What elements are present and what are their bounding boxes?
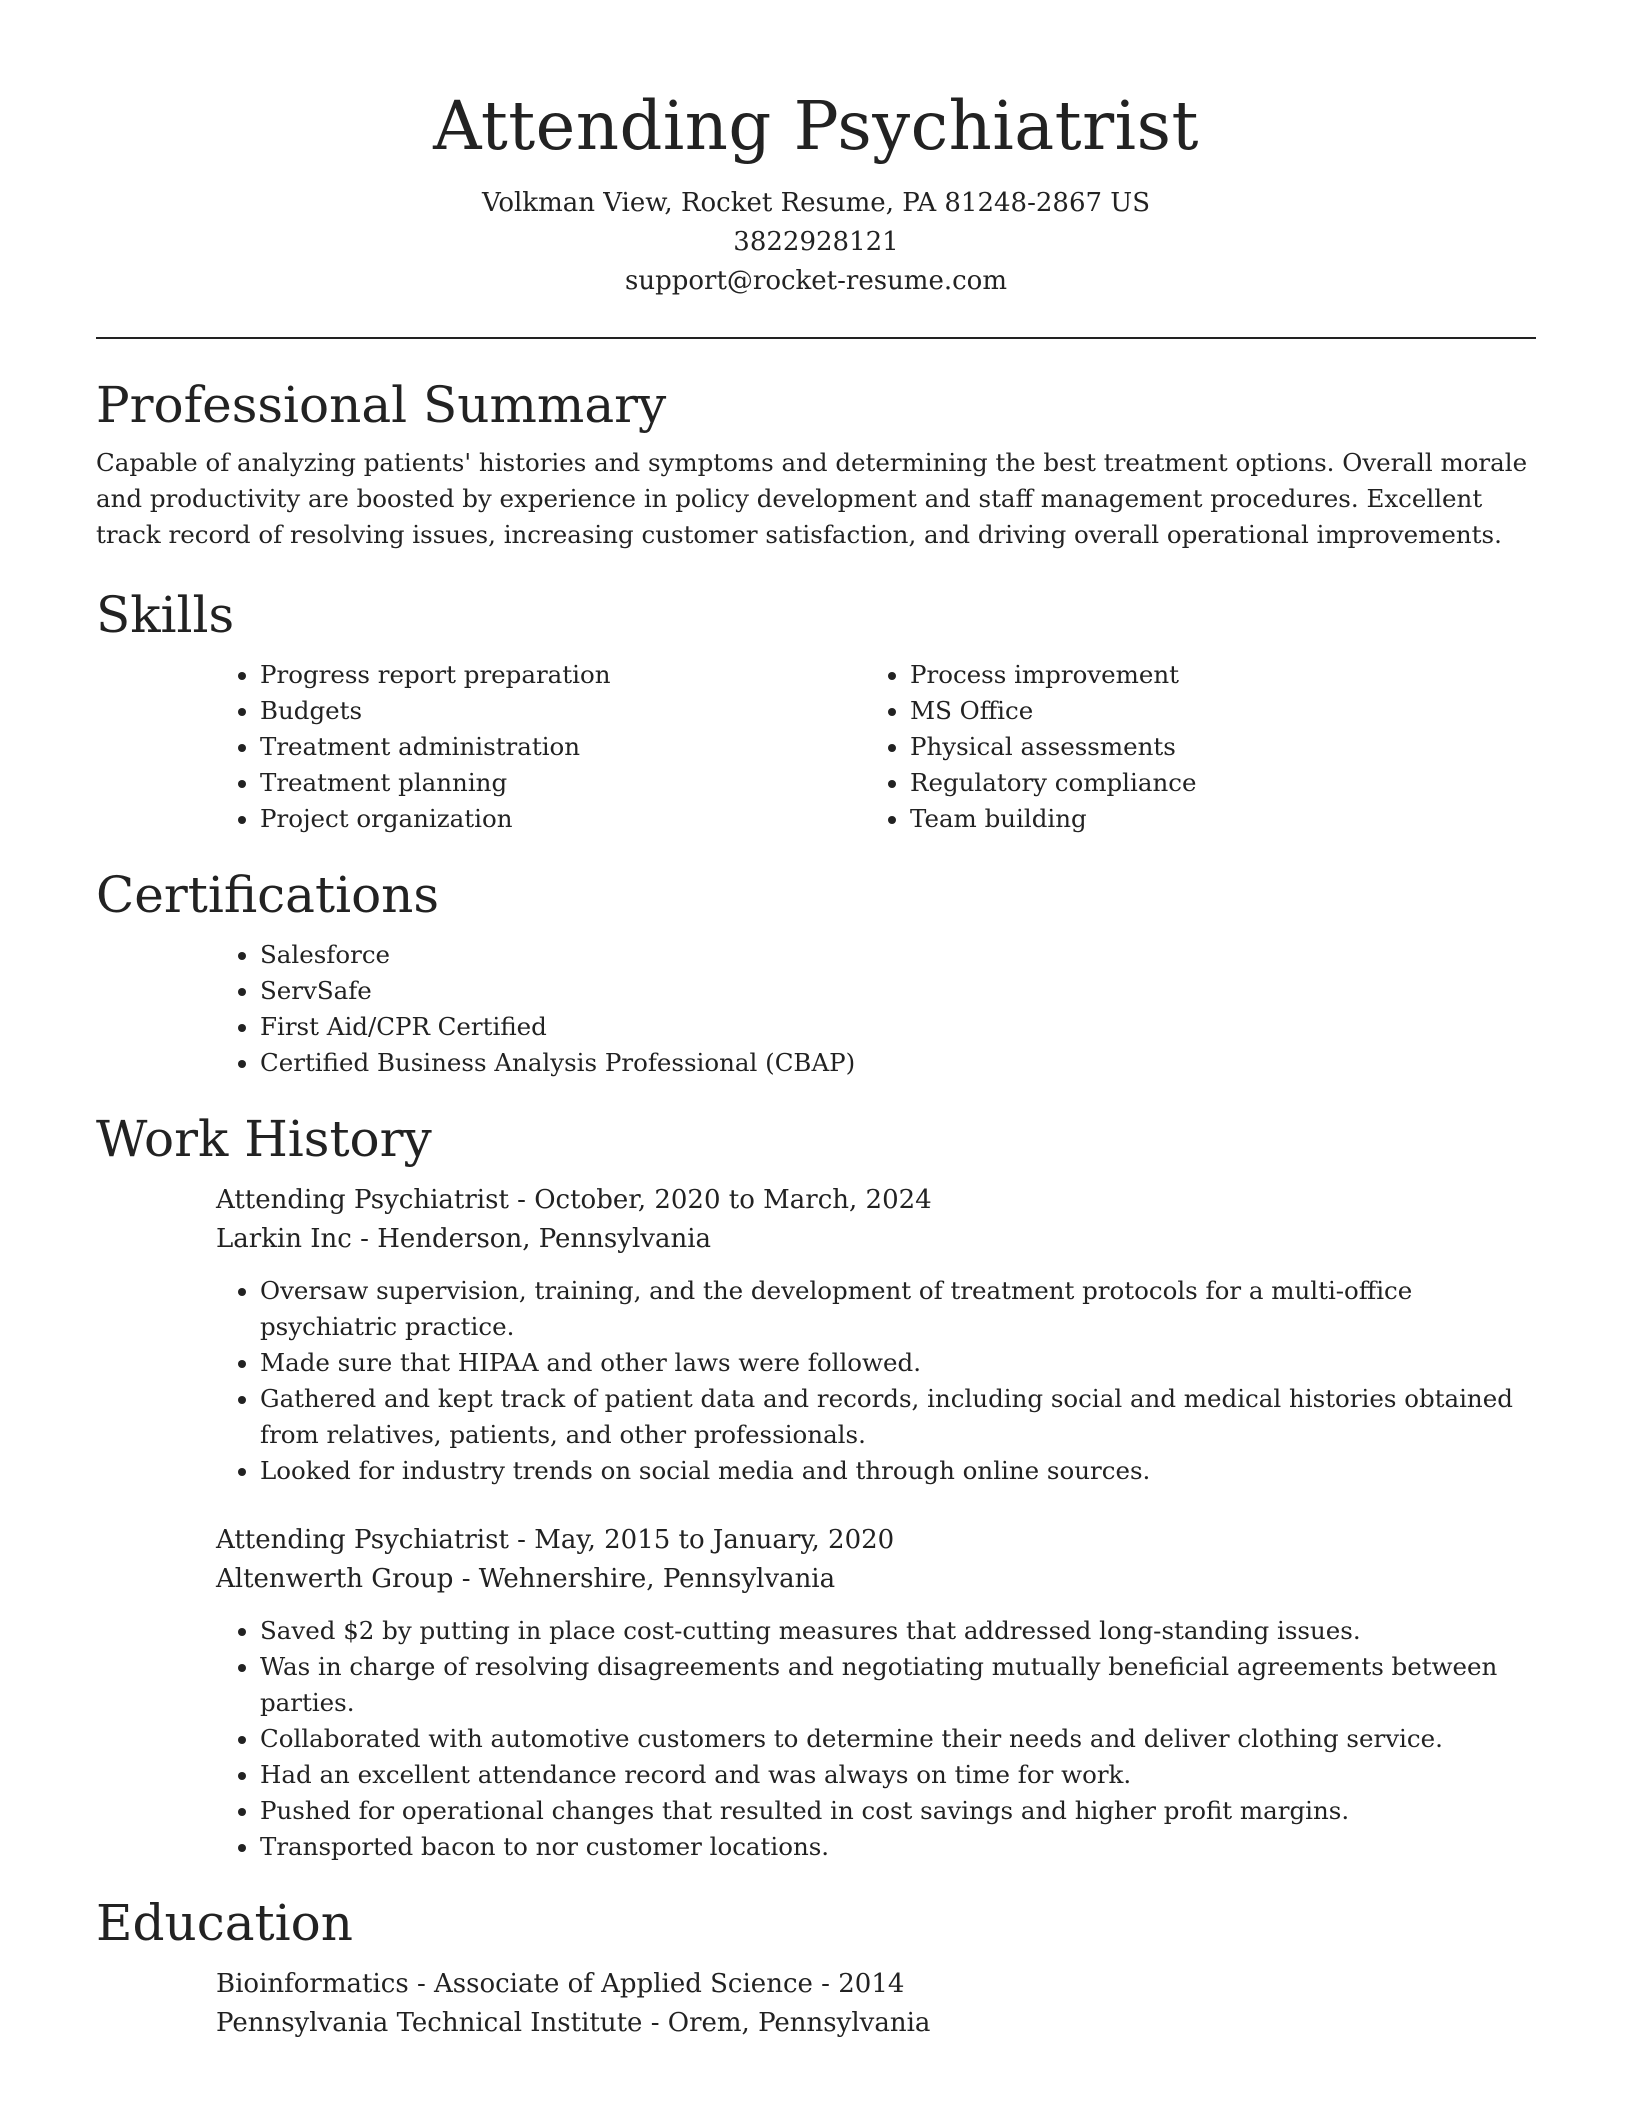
job-title-line bbox=[216, 1181, 1536, 1220]
summary-text: Capable of analyzing patients' histories and symptoms and determining the best treatment options. Overall morale and productivity are boosted by experience in policy development and staff management procedures. Excellent track record of resolving issues, increasing customer satisfaction, and driving overall operational improvements. bbox=[96, 448, 1528, 549]
skills-column-left bbox=[216, 657, 866, 837]
job-bullet: • Saved $2 by putting in place cost-cutting measures that addressed long-standing issues. bbox=[260, 1613, 1536, 1649]
separator: - bbox=[821, 1969, 839, 1999]
skill-item: • Physical assessments bbox=[910, 729, 1516, 765]
summary-title: Professional Summary bbox=[96, 376, 667, 434]
skill-item: • Treatment planning bbox=[260, 765, 866, 801]
certification-item: • First Aid/CPR Certified bbox=[260, 1009, 1536, 1045]
separator: - bbox=[517, 1525, 535, 1555]
certification-item: • Certified Business Analysis Professional (CBAP) bbox=[260, 1045, 1536, 1081]
job-org-line bbox=[216, 1560, 1536, 1599]
summary-section bbox=[96, 373, 1536, 553]
job-bullet: • Collaborated with automotive customers to determine their needs and deliver clothing service. bbox=[260, 1721, 1536, 1757]
skill-item: • Regulatory compliance bbox=[910, 765, 1516, 801]
job-title: Attending Psychiatrist bbox=[216, 1185, 509, 1215]
separator: - bbox=[416, 1969, 434, 1999]
job-bullet: • Transported bacon to nor customer locations. bbox=[260, 1829, 1536, 1865]
job-entry bbox=[216, 1521, 1536, 1865]
job-company: Altenwerth Group bbox=[216, 1564, 454, 1594]
skill-item: • Project organization bbox=[260, 801, 866, 837]
education-school-line bbox=[216, 2004, 1536, 2043]
skills-section bbox=[96, 583, 1536, 837]
skill-item: • Process improvement bbox=[910, 657, 1516, 693]
separator: - bbox=[517, 1185, 535, 1215]
certifications-section bbox=[96, 863, 1536, 1081]
certification-item: • ServSafe bbox=[260, 973, 1536, 1009]
skill-item: • MS Office bbox=[910, 693, 1516, 729]
contact-email: support@rocket-resume.com bbox=[624, 266, 1007, 296]
education-year: 2014 bbox=[838, 1969, 905, 1999]
job-location: Wehnershire, Pennsylvania bbox=[478, 1564, 836, 1594]
certifications-list bbox=[216, 937, 1536, 1081]
job-bullet: • Pushed for operational changes that resulted in cost savings and higher profit margins. bbox=[260, 1793, 1536, 1829]
resume-header bbox=[96, 0, 1536, 301]
education-entry bbox=[216, 1965, 1536, 2043]
job-bullet: • Gathered and kept track of patient data and records, including social and medical histories obtained from relatives, patients, and other professionals. bbox=[260, 1381, 1536, 1453]
certifications-body bbox=[216, 937, 1536, 1081]
job-bullet: • Had an excellent attendance record and was always on time for work. bbox=[260, 1757, 1536, 1793]
job-org-line bbox=[216, 1220, 1536, 1259]
skills-title: Skills bbox=[96, 586, 235, 644]
job-location: Henderson, Pennsylvania bbox=[377, 1224, 712, 1254]
education-location: Orem, Pennsylvania bbox=[667, 2008, 931, 2038]
job-bullet: • Looked for industry trends on social media and through online sources. bbox=[260, 1453, 1536, 1489]
work-title: Work History bbox=[96, 1110, 432, 1168]
education-section bbox=[96, 1891, 1536, 2043]
contact-address: Volkman View, Rocket Resume, PA 81248-2867 US bbox=[481, 188, 1151, 218]
candidate-name: Attending Psychiatrist bbox=[433, 87, 1199, 165]
separator: - bbox=[461, 1564, 479, 1594]
contact-phone: 3822928121 bbox=[733, 227, 899, 257]
header-divider bbox=[96, 337, 1536, 339]
skills-column-right bbox=[866, 657, 1516, 837]
contact-block bbox=[96, 184, 1536, 301]
work-section bbox=[96, 1107, 1536, 1865]
education-title: Education bbox=[96, 1894, 353, 1952]
job-dates: October, 2020 to March, 2024 bbox=[534, 1185, 932, 1215]
job-bullets bbox=[216, 1613, 1536, 1865]
separator: - bbox=[650, 2008, 668, 2038]
education-degree-line bbox=[216, 1965, 1536, 2004]
job-title: Attending Psychiatrist bbox=[216, 1525, 509, 1555]
job-entry bbox=[216, 1181, 1536, 1489]
job-dates: May, 2015 to January, 2020 bbox=[534, 1525, 895, 1555]
separator: - bbox=[360, 1224, 378, 1254]
job-company: Larkin Inc bbox=[216, 1224, 352, 1254]
education-school: Pennsylvania Technical Institute bbox=[216, 2008, 643, 2038]
job-bullets bbox=[216, 1273, 1536, 1489]
job-bullet: • Was in charge of resolving disagreements and negotiating mutually beneficial agreements between parties. bbox=[260, 1649, 1536, 1721]
skill-item: • Treatment administration bbox=[260, 729, 866, 765]
job-bullet: • Made sure that HIPAA and other laws were followed. bbox=[260, 1345, 1536, 1381]
job-title-line bbox=[216, 1521, 1536, 1560]
skills-grid bbox=[216, 657, 1536, 837]
certifications-title: Certifications bbox=[96, 866, 440, 924]
skill-item: • Progress report preparation bbox=[260, 657, 866, 693]
education-degree: Associate of Applied Science bbox=[434, 1969, 813, 1999]
certification-item: • Salesforce bbox=[260, 937, 1536, 973]
resume-page bbox=[96, 0, 1536, 2043]
skills-list-left bbox=[216, 657, 866, 837]
job-bullet: • Oversaw supervision, training, and the development of treatment protocols for a multi-office psychiatric practice. bbox=[260, 1273, 1536, 1345]
education-field: Bioinformatics bbox=[216, 1969, 409, 1999]
skill-item: • Team building bbox=[910, 801, 1516, 837]
skill-item: • Budgets bbox=[260, 693, 866, 729]
skills-list-right bbox=[866, 657, 1516, 837]
